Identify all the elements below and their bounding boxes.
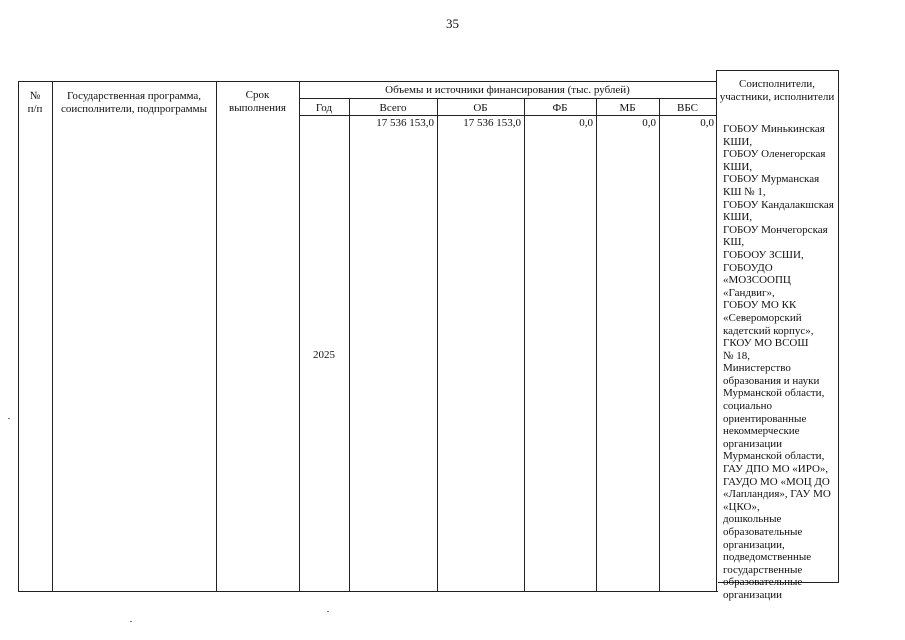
coexecutor-line: ГОБОУ Оленегорская	[723, 148, 826, 161]
coexecutor-line: ГОБОУ Кандалакшская	[723, 198, 834, 211]
header-num: № п/п	[27, 90, 43, 115]
coexecutor-line: образования и науки	[723, 374, 820, 387]
coexecutor-line: ГКОУ МО ВСОШ	[723, 337, 809, 350]
coexecutor-line: Мурманской области,	[723, 450, 825, 463]
coexecutor-line: «ЦКО»,	[723, 500, 760, 513]
coexecutor-line: КШИ,	[723, 160, 753, 173]
coexecutor-line: «Североморский	[723, 311, 802, 324]
col-border	[437, 98, 438, 591]
coexecutor-line: КШ № 1,	[723, 185, 766, 198]
header-mb: МБ	[619, 102, 636, 114]
coexecutor-line: КШИ,	[723, 135, 753, 148]
col-border	[659, 98, 660, 591]
coexecutor-line: кадетский корпус»,	[723, 324, 814, 337]
coexecutor-line: ГОБОУ Мончегорская	[723, 223, 828, 236]
coexecutor-line: № 18,	[723, 349, 750, 362]
coexecutor-line: организации,	[723, 538, 785, 551]
cell-ob: 17 536 153,0	[463, 117, 521, 129]
coexecutor-line: дошкольные	[723, 513, 782, 526]
header-total: Всего	[379, 102, 407, 114]
page-number: 35	[446, 16, 459, 31]
funding-header-divider	[299, 98, 716, 99]
coexecutor-line: образовательные	[723, 526, 803, 538]
header-vbs: ВБС	[677, 102, 698, 114]
cell-total: 17 536 153,0	[376, 117, 434, 129]
coexecutor-line: ГОБОУДО	[723, 261, 773, 274]
header-fb: ФБ	[552, 102, 568, 114]
coexecutor-line: «МОЗСООПЦ	[723, 274, 791, 287]
col-border	[349, 98, 350, 591]
coexecutor-line: ГАУ ДПО МО «ИРО»,	[723, 463, 829, 476]
coexecutor-line: ГОБОУ Мурманская	[723, 173, 820, 186]
cell-coexecutors	[723, 123, 838, 602]
col-border	[299, 81, 300, 592]
coexecutor-line: ГОБОУ МО КК	[723, 299, 797, 312]
coexecutor-line: «Гандвиг»,	[723, 286, 775, 299]
table-top-border	[18, 81, 716, 82]
col-border	[596, 98, 597, 591]
cell-mb: 0,0	[642, 117, 656, 129]
table-bottom-border	[18, 591, 718, 592]
coexecutor-line: «Лапландия», ГАУ МО	[723, 488, 831, 501]
coexecutor-line: КШИ,	[723, 211, 753, 224]
coexecutor-line: государственные	[723, 563, 803, 576]
table-top-border	[716, 70, 838, 71]
coexecutor-line: организации	[723, 437, 783, 450]
coexecutor-line: Мурманской области,	[723, 387, 825, 400]
coexecutor-line: образовательные	[723, 576, 803, 589]
col-border	[18, 81, 19, 592]
coexecutor-line: КШ,	[723, 236, 745, 249]
coexecutor-line: подведомственные	[723, 551, 812, 564]
col-border	[838, 70, 839, 583]
coexecutor-line: Министерство	[723, 362, 791, 375]
subheader-bottom-border	[299, 115, 716, 116]
header-ob: ОБ	[473, 102, 488, 114]
header-program: Государственная программа, соисполнители, подпрограммы	[61, 90, 207, 115]
coexecutor-line: ГОБОУ Минькинская	[723, 123, 825, 135]
col-border	[52, 81, 53, 592]
coexecutor-line: ориентированные	[723, 412, 807, 425]
cell-year: 2025	[313, 349, 335, 361]
col-border	[216, 81, 217, 592]
scan-speck	[327, 611, 329, 612]
header-coexecutors: Соисполнители, участники, исполнители	[719, 78, 835, 103]
header-funding: Объемы и источники финансирования (тыс. рублей)	[385, 84, 630, 96]
header-year: Год	[315, 102, 333, 114]
coexecutor-line: ГОБООУ ЗСШИ,	[723, 248, 804, 261]
coexecutor-line: организации	[723, 588, 783, 601]
header-term: Срок выполнения	[229, 89, 286, 114]
col-border	[524, 98, 525, 591]
scan-speck	[130, 621, 132, 622]
coexecutor-line: социально	[723, 400, 773, 413]
cell-fb: 0,0	[579, 117, 593, 129]
coexecutor-line: некоммерческие	[723, 425, 800, 438]
col-border	[716, 70, 717, 592]
coexecutor-line: ГАУДО МО «МОЦ ДО	[723, 475, 830, 488]
scan-speck	[8, 418, 10, 419]
cell-vbs: 0,0	[700, 117, 714, 129]
